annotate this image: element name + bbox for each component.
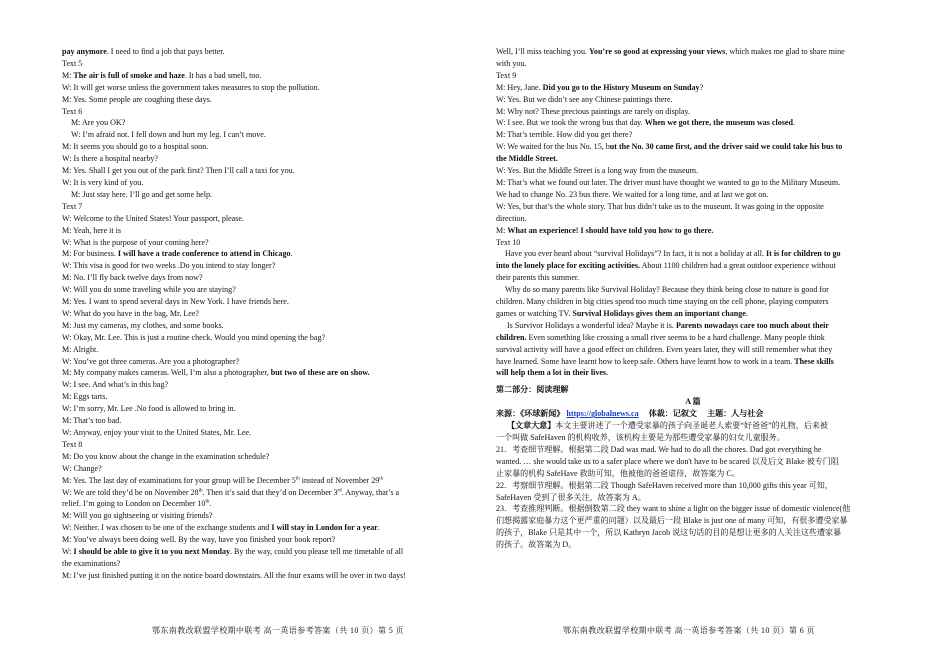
transcript-line: M: Just my cameras, my clothes, and some books. — [62, 320, 224, 330]
transcript-line: W: I see. And what’s in this bag? — [62, 380, 169, 390]
transcript-line — [62, 46, 456, 58]
passage-line: their parents this summer. — [496, 273, 580, 283]
transcript-line: W: What is the purpose of your coming here? — [62, 237, 209, 247]
transcript-line: W: It is very kind of you. — [62, 177, 144, 187]
transcript-line: W: You’ve got three cameras. Are you a photographer? — [62, 356, 240, 366]
answer-line: 们想揭露家庭暴力这个更严重的问题）以及最后一段 Blake is just one of many 可知，有很多遭受家暴 — [496, 516, 848, 526]
transcript-line: M: Yes. Some people are coughing these days. — [62, 94, 212, 104]
source-line: 来源：《环球新闻》 https://globalnews.ca 体裁：记叙文 主题：人与社会 — [496, 409, 764, 419]
transcript-line: M: Are you OK? — [71, 118, 126, 128]
footer-page-6: 鄂东南教改联盟学校期中联考 高一英语参考答案（共 10 页）第 6 页 — [563, 626, 815, 635]
text-label: Text 8 — [62, 439, 83, 449]
key-phrase: I will have a trade conference to attend in Chicago — [117, 249, 291, 259]
answer-line: 23．考查推理判断。根据倒数第二段 they want to shine a light on the bigger issue of domestic violence(他 — [496, 504, 851, 514]
transcript-line: M: Yes. Shall I get you out of the park first? Then I’ll call a taxi for you. — [62, 166, 295, 176]
passage-line: into the lonely place for exciting activities. About 1100 children had a great outdoor experience without — [496, 261, 836, 271]
transcript-line: W: I’m sorry, Mr. Lee .No food is allowed to bring in. — [62, 404, 236, 414]
transcript-line: W: This visa is good for two weeks .Do you intend to stay longer? — [62, 261, 276, 271]
answer-line: 的孩子。故答案为 D。 — [496, 540, 577, 550]
transcript-line: M: You’ve always been doing well. By the way, have you finished your book report? — [62, 535, 336, 545]
answer-line: 22．考察细节理解。根据第二段 Though SafeHaven received more than 10,000 gifts this year 可知， — [496, 480, 833, 490]
text-label: Text 10 — [496, 237, 521, 247]
key-phrase: Survival Holidays gives them an important change. — [572, 308, 748, 318]
text-label: Text 5 — [62, 58, 83, 68]
passage-line: children. Many children in big cities spend too much time staying on the cell phone, playing computers — [496, 297, 829, 307]
transcript-line: W: Welcome to the United States! Your passport, please. — [62, 213, 244, 223]
transcript-line: M: I’ve just finished putting it on the notice board downstairs. All the four exams will be over in two days! — [62, 570, 406, 580]
transcript-line: M: It seems you should go to a hospital soon. — [62, 142, 209, 152]
transcript-line: W: Anyway, enjoy your visit to the United States, Mr. Lee. — [62, 428, 252, 437]
text-label: Text 6 — [62, 106, 83, 116]
transcript-line: W: We waited for the bus No. 15, but the No. 30 came first, and the driver said we could take his bus to — [496, 142, 843, 152]
passage-line: Why do so many parents like Survival Holiday? Because they think being close to nature is good for — [505, 285, 829, 295]
transcript-line: direction. — [496, 213, 527, 223]
transcript-line: M: Yes. I want to spend several days in New York. I have friends here. — [62, 297, 289, 307]
transcript-line: W: Is there a hospital nearby? — [62, 154, 159, 164]
transcript-line: M: That’s terrible. How did you get there? — [496, 130, 633, 140]
answer-line: SafeHaven 受到了很多关注，故答案为 A。 — [496, 492, 646, 502]
text-label: Text 9 — [496, 70, 517, 80]
transcript-line: We had to change No. 23 bus there. We waited for a long time, and at last we got on. — [496, 189, 769, 199]
transcript-line: W: Yes, but that’s the whole story. That bus didn’t take us to the museum. It was going in the opposite — [496, 201, 824, 211]
transcript-line: M: Yeah, here it is — [62, 225, 122, 235]
left-page-column — [62, 46, 456, 582]
transcript-line: M: No. I’ll fly back twelve days from now? — [62, 273, 203, 283]
transcript-line: M: What an experience! I should have told you how to go there. — [496, 225, 714, 235]
key-phrase: children. — [496, 332, 527, 342]
transcript-line: M: Alright. — [62, 344, 99, 354]
key-phrase: These skills — [794, 356, 834, 366]
transcript-line: W: Will you do some traveling while you are staying? — [62, 285, 236, 295]
transcript-line: M: Just stay here. I’ll go and get some help. — [71, 189, 213, 199]
key-phrase: Did you go to the History Museum on Sunday — [542, 82, 700, 92]
transcript-line: M: Will you go sightseeing or visiting friends? — [62, 511, 213, 521]
summary-line: 【文章大意】本文主要讲述了一个遭受家暴的孩子向圣诞老人索要“好爸爸”的礼物，后来被 — [507, 421, 828, 431]
transcript-line: M: For business. I will have a trade conference to attend in Chicago. — [62, 249, 293, 259]
transcript-line: W: Yes. But we didn’t see any Chinese paintings there. — [496, 94, 673, 104]
footer-page-5: 鄂东南教改联盟学校期中联考 高一英语参考答案（共 10 页）第 5 页 — [152, 626, 404, 635]
transcript-line: with you. — [496, 58, 527, 68]
transcript-line: M: That’s too bad. — [62, 416, 122, 426]
key-phrase: When we got there, the museum was closed — [644, 118, 793, 128]
transcript-line: W: We are told they’d be on November 28th. Then it’s said that they’d on December 3rd. Anyway, that’s a — [62, 487, 400, 497]
passage-line: games or watching TV. Survival Holidays gives them an important change. — [496, 308, 748, 318]
transcript-line: W: I see. But we took the wrong bus that day. When we got there, the museum was closed. — [496, 118, 795, 128]
part-two-heading: 第二部分：阅读理解 — [496, 385, 569, 395]
key-phrase: the Middle Street. — [496, 154, 558, 164]
transcript-line: W: Change? — [62, 463, 102, 473]
transcript-line: W: Okay, Mr. Lee. This is just a routine check. Would you mind opening the bag? — [62, 332, 326, 342]
answer-line: 21．考查细节理解。根据第二段 Dad was mad. We had to do all the chores. Dad got everything he — [496, 444, 822, 454]
key-phrase: pay anymore — [62, 47, 107, 56]
key-phrase: into the lonely place for exciting activities. — [496, 261, 640, 271]
passage-line: Have you ever heard about “survival Holidays”? In fact, it is not a holiday at all. It is for children to go — [505, 249, 841, 259]
transcript-line: the examinations? — [62, 558, 121, 568]
transcript-line: M: Yes. The last day of examinations for your group will be December 5th instead of November 29th — [62, 475, 384, 485]
transcript-line: relief. I’m going to London on December 10th. — [62, 499, 212, 509]
source-link[interactable]: https://globalnews.ca — [566, 409, 639, 419]
key-phrase: I should be able to give it to you next Monday — [73, 547, 231, 557]
transcript-line: Well, I’ll miss teaching you. You’re so good at expressing your views, which makes me glad to share mine — [496, 47, 845, 56]
key-phrase: What an experience! I should have told you how to go there. — [507, 225, 714, 235]
transcript-line: W: I should be able to give it to you next Monday. By the way, could you please tell me timetable of all — [62, 547, 404, 557]
transcript-line — [496, 153, 890, 165]
transcript-line: M: My company makes cameras. Well, I’m also a photographer, but two of these are on show. — [62, 368, 370, 378]
transcript-line: W: It will get worse unless the government takes measures to stop the pollution. — [62, 82, 320, 92]
transcript-line: M: Why not? These precious paintings are rarely on display. — [496, 106, 691, 116]
passage-line: survival activity will have a good effect on children. Even years later, they will still remember what they — [496, 344, 833, 354]
answer-line: wanted. … she would take us to a safer place where we don't have to be scared 以及后文 Blake 被专门阻 — [496, 456, 839, 466]
line-text: . I need to find a job that pays better. — [106, 47, 225, 56]
answer-line: 止家暴的机构 SafeHave 救助可知，他被他的爸爸虐待，故答案为 C。 — [496, 468, 740, 478]
transcript-line: M: That’s what we found out later. The driver must have thought we wanted to go to the Military Museum. — [496, 177, 841, 187]
key-phrase: I will stay in London for a year — [271, 523, 378, 533]
transcript-line: M: The air is full of smoke and haze. It has a bad smell, too. — [62, 70, 262, 80]
transcript-line: W: Yes. But the Middle Street is a long way from the museum. — [496, 166, 698, 176]
section-a-title: A 篇 — [685, 397, 701, 407]
transcript-line: M: Do you know about the change in the examination schedule? — [62, 451, 270, 461]
key-phrase: Parents nowadays care too much about their — [675, 320, 829, 330]
passage-line: Is Survivor Holidays a wonderful idea? Maybe it is. Parents nowadays care too much about their — [507, 320, 829, 330]
transcript-line: W: What do you have in the bag, Mr. Lee? — [62, 308, 199, 318]
key-phrase: It is for children to go — [766, 249, 841, 259]
passage-line: have learned. Some have learnt how to keep safe. Others have learnt how to work in a team. These skills — [496, 356, 834, 366]
text-label: Text 7 — [62, 201, 83, 211]
transcript-line: W: I’m afraid not. I fell down and hurt my leg. I can’t move. — [71, 130, 266, 140]
transcript-line: M: Hey, Jane. Did you go to the History Museum on Sunday? — [496, 82, 704, 92]
transcript-line: W: Neither. I was chosen to be one of the exchange students and I will stay in London for a year. — [62, 523, 380, 533]
answer-line: 的孩子，Blake 只是其中一个，所以 Kathryn Jacob 说这句话的目的是想让更多的人关注这些遭家暴 — [496, 528, 842, 538]
right-page-column — [496, 46, 890, 551]
passage-line: children. Even something like crossing a small river seems to be a hard challenge. Many people think — [496, 332, 825, 342]
summary-line: 一个叫做 SafeHaven 的机构收养，该机构主要是为那些遭受家暴的妇女儿童服务。 — [496, 433, 785, 442]
key-phrase: but two of these are on show. — [270, 368, 370, 378]
passage-line — [496, 367, 890, 379]
transcript-line: M: Eggs tarts. — [62, 392, 108, 402]
key-phrase: ut the No. 30 came first, and the driver said we could take his bus to — [609, 142, 843, 152]
key-phrase: You’re so good at expressing your views — [589, 47, 726, 56]
key-phrase: The air is full of smoke and haze — [73, 70, 185, 80]
key-phrase: will help them a lot in their lives. — [496, 368, 609, 378]
